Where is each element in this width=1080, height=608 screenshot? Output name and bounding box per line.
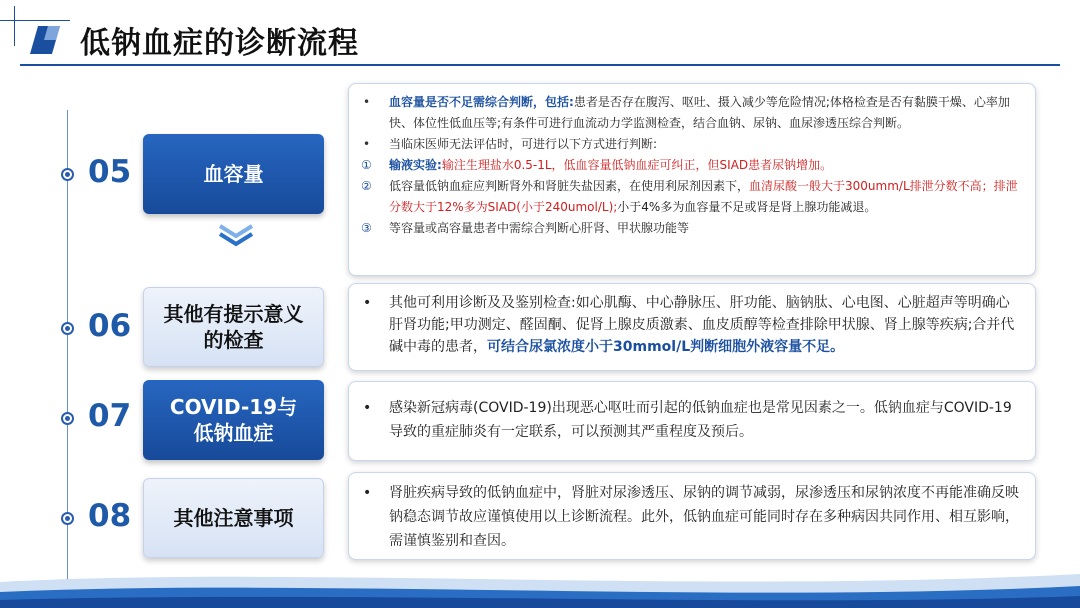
bullet-icon: • <box>363 137 371 151</box>
timeline-dot <box>61 412 74 425</box>
bullet-text: 感染新冠病毒(COVID-19)出现恶心呕吐而引起的低钠血症也是常见因素之一。低钠血症与COVID-19导致的重症肺炎有一定联系，可以预测其严重程度及预后。 <box>389 400 1012 440</box>
logo-icon <box>30 20 66 60</box>
item-text: 等容量或高容量患者中需综合判断心肝肾、甲状腺功能等 <box>389 221 690 235</box>
step-number: 07 <box>88 398 132 434</box>
content-box-other-tests <box>348 283 1036 371</box>
list-item <box>349 396 1021 444</box>
bullet-icon: • <box>363 295 372 311</box>
content-box-covid <box>348 381 1036 461</box>
timeline-dot <box>61 168 74 181</box>
footer-wave <box>0 560 1080 608</box>
step-tag-other-tests: 其他有提示意义的检查 <box>143 287 324 367</box>
timeline-dot <box>61 512 74 525</box>
chevron-down-icon <box>216 222 256 248</box>
number-marker: ② <box>361 179 372 193</box>
number-marker: ① <box>361 158 372 172</box>
item-heading: 输液实验: <box>389 158 442 172</box>
step-tag-covid: COVID-19与低钠血症 <box>143 380 324 460</box>
bullet-icon: • <box>363 95 371 109</box>
number-marker: ③ <box>361 221 372 235</box>
bullet-icon: • <box>363 400 372 416</box>
decor-line <box>14 6 15 46</box>
bullet-highlight: 可结合尿氯浓度小于30mmol/L判断细胞外液容量不足。 <box>487 339 845 355</box>
content-box-notes <box>348 472 1036 560</box>
step-number: 06 <box>88 308 132 344</box>
step-number: 08 <box>88 498 132 534</box>
bullet-text: 当临床医师无法评估时，可进行以下方式进行判断: <box>389 137 658 151</box>
timeline-dot <box>61 322 74 335</box>
list-item <box>349 134 1019 155</box>
bullet-text: 肾脏疾病导致的低钠血症中，肾脏对尿渗透压、尿钠的调节减弱，尿渗透压和尿钠浓度不再能准确反映钠稳态调节故应谨慎使用以上诊断流程。此外，低钠血症可能同时存在多种病因共同作用、相互影响，需谨慎鉴别和查因。 <box>389 485 1019 549</box>
page-title: 低钠血症的诊断流程 <box>80 26 359 61</box>
content-box-volume <box>348 83 1036 276</box>
step-tag-volume: 血容量 <box>143 134 324 214</box>
list-item <box>349 481 1021 553</box>
list-item <box>349 218 1019 239</box>
list-item <box>349 92 1019 134</box>
item-text: 小于4%多为血容量不足或肾是肾上腺功能减退。 <box>617 200 877 214</box>
list-item <box>349 292 1021 358</box>
list-item <box>349 155 1019 176</box>
bullet-text: 患者是否存在腹泻、呕吐、摄入减少等危险情况;体格检查是否有黏膜干燥、心率加快、体位性低血压等;有条件可进行血流动力学监测检查，结合血钠、尿钠、血尿渗透压综合判断。 <box>389 95 1010 130</box>
bullet-heading: 血容量是否不足需综合判断，包括: <box>389 95 574 109</box>
bullet-icon: • <box>363 485 372 501</box>
step-tag-notes: 其他注意事项 <box>143 478 324 558</box>
title-underline <box>20 64 1060 66</box>
item-text: 输注生理盐水0.5-1L，低血容量低钠血症可纠正，但SIAD患者尿钠增加。 <box>441 158 833 172</box>
list-item <box>349 176 1019 218</box>
step-number: 05 <box>88 154 132 190</box>
bullet-text: 其他可利用诊断及及鉴别检查:如心肌酶、中心静脉压、肝功能、脑钠肽、心电图、心脏超声等明确心肝肾功能;甲功测定、醛固酮、促肾上腺皮质激素、血皮质醇等检查排除甲状腺、肾上腺等疾病;合并代碱中毒的患者， <box>389 295 1015 355</box>
item-text: 低容量低钠血症应判断肾外和肾脏失盐因素，在使用利尿剂因素下， <box>389 179 750 193</box>
item-highlight: 血清尿酸一般大于300umm/L排泄分数不高；排泄分数大于12%多为SIAD(小于240umol/L); <box>389 179 1018 214</box>
